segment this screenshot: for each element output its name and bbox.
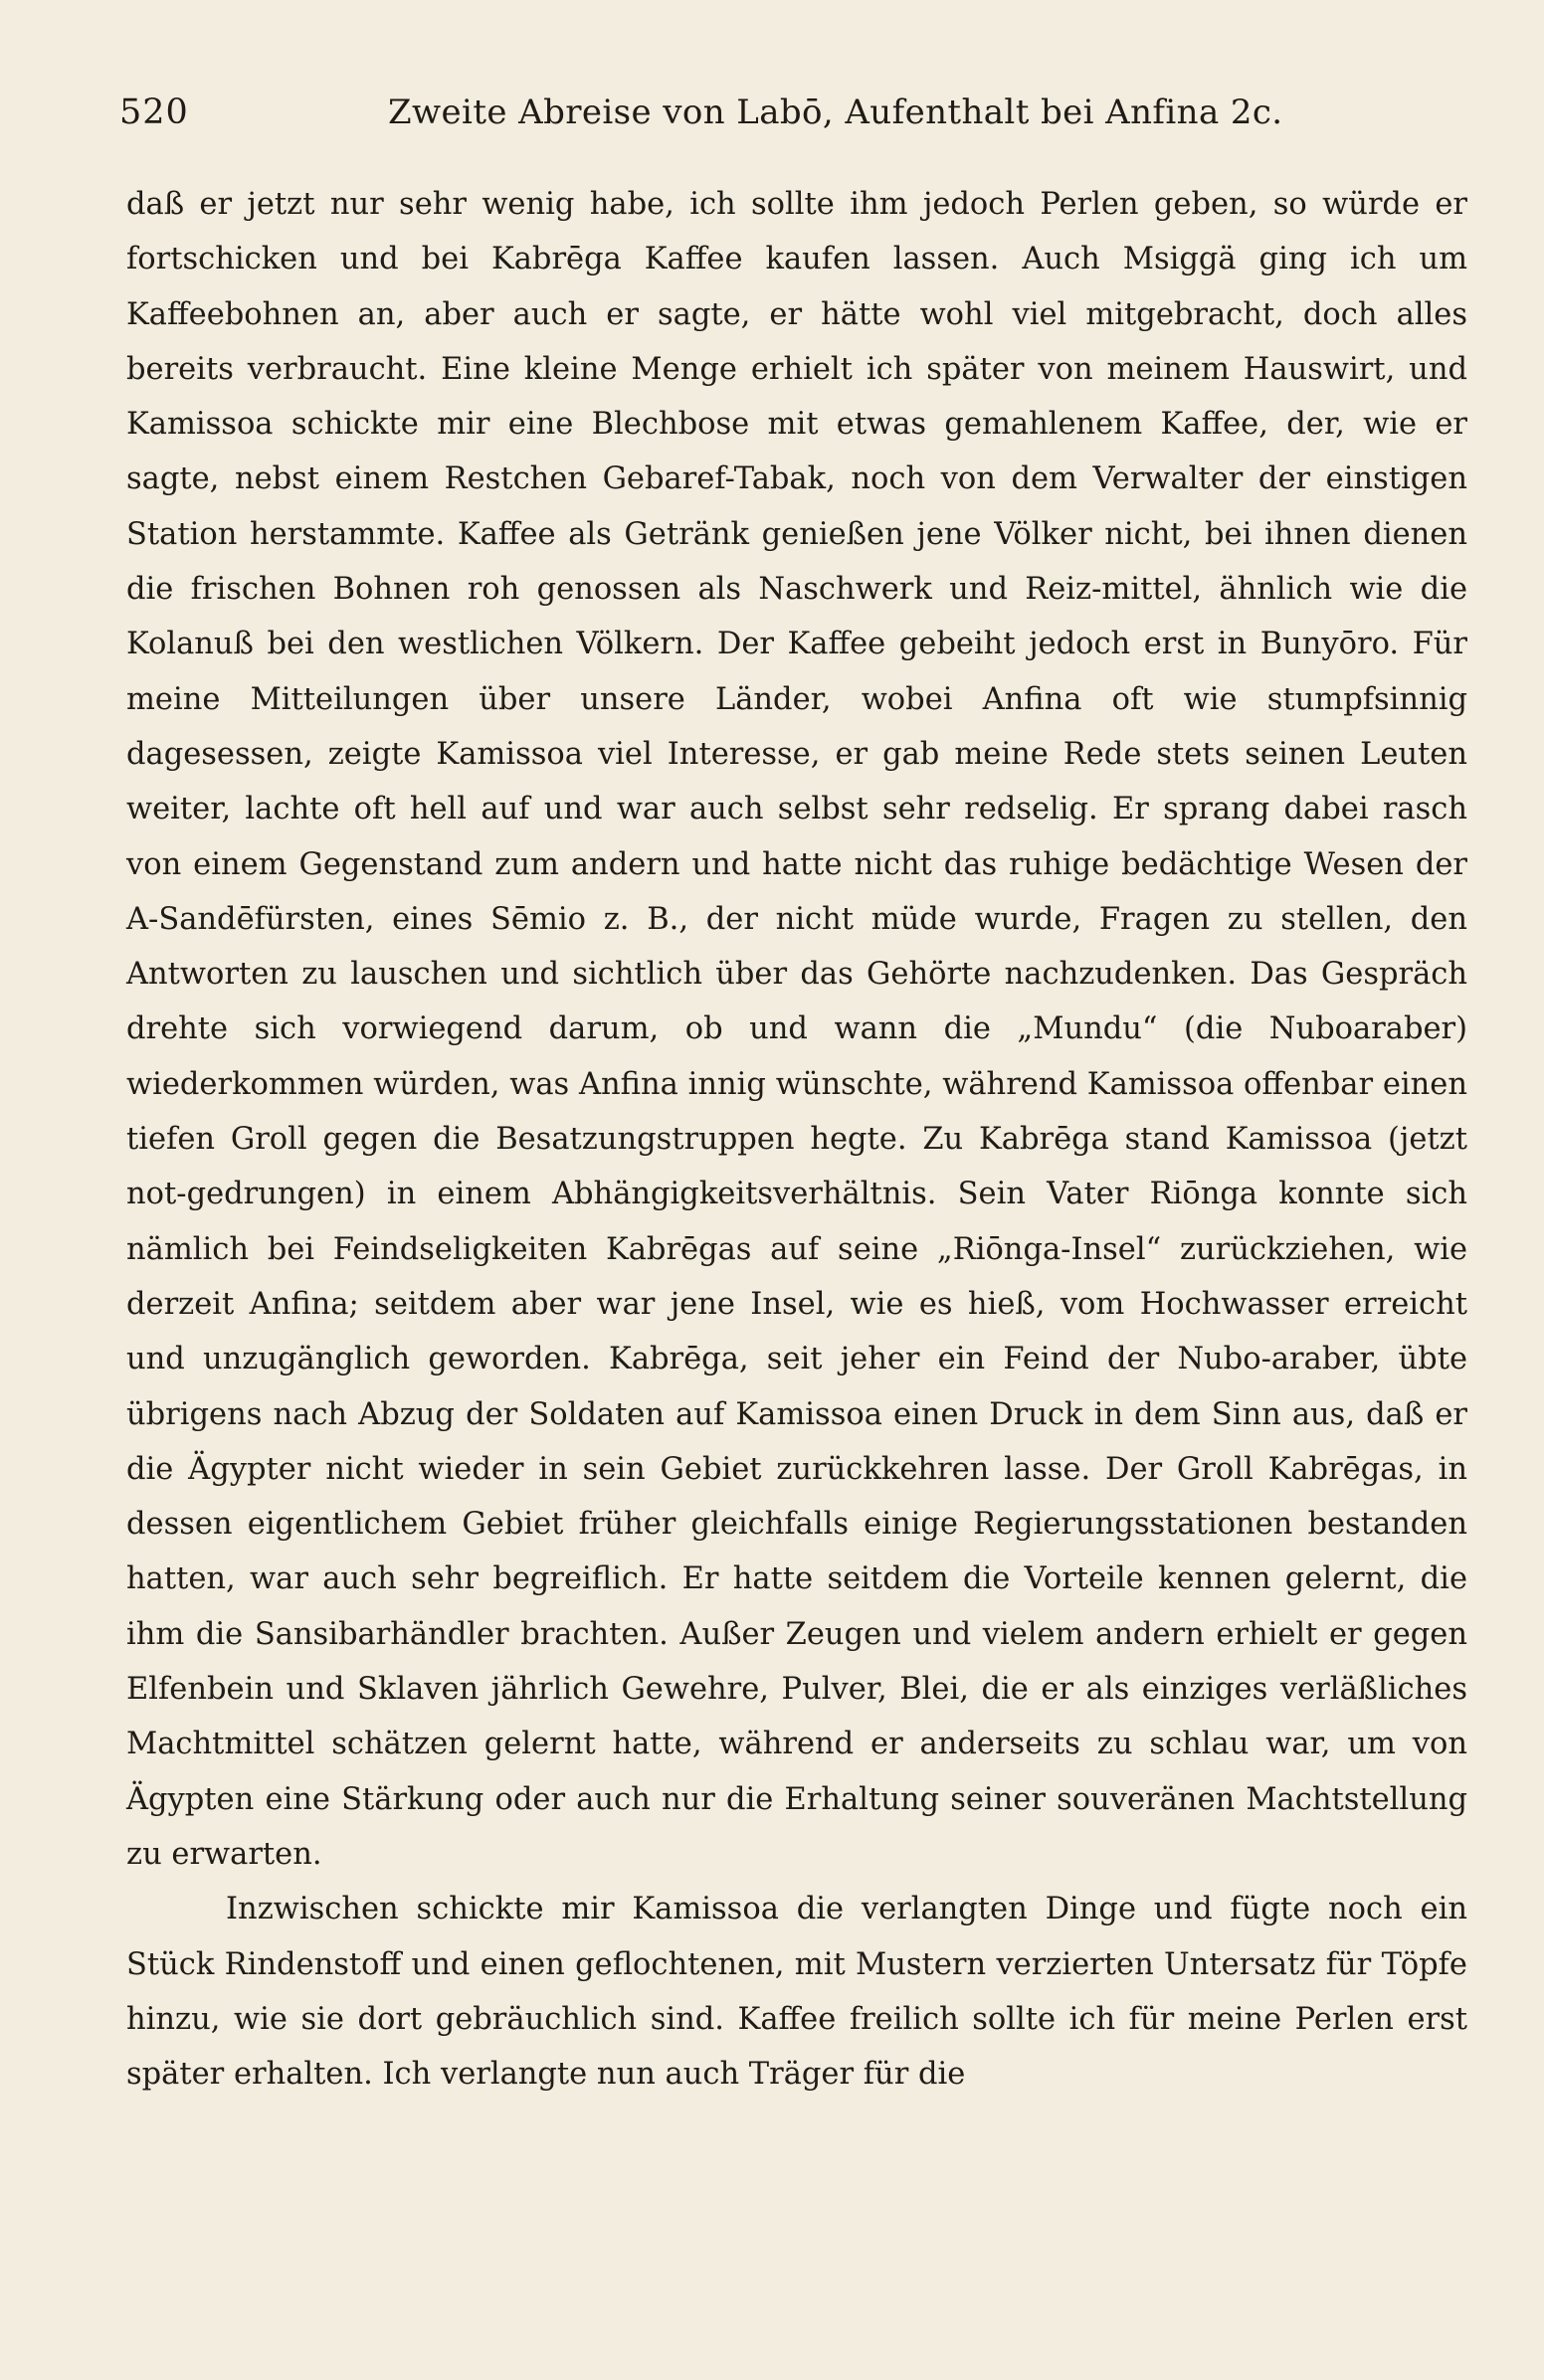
paragraph-2: Inzwischen schickte mir Kamissoa die verlangten Dinge und fügte noch ein Stück Rindenstoff und einen geflochtenen, mit Mustern verzierten Untersatz für Töpfe hinzu, wie sie dort gebräuchlich sind. Kaffee freilich sollte ich für meine Perlen erst später erhalten. Ich verlangte nun auch Träger für die (126, 1892, 1467, 2093)
paragraph-1: daß er jetzt nur sehr wenig habe, ich sollte ihm jedoch Perlen geben, so würde er fortschicken und bei Kabrēga Kaffee kaufen lassen. Auch Msiggä ging ich um Kaffeebohnen an, aber auch er sagte, er hätte wohl viel mitgebracht, doch alles bereits verbraucht. Eine kleine Menge erhielt ich später von meinem Hauswirt, und Kamissoa schickte mir eine Blechbose mit etwas gemahlenem Kaffee, der, wie er sagte, nebst einem Restchen Gebaref-Tabak, noch von dem Verwalter der einstigen Station herstammte. Kaffee als Getränk genießen jene Völker nicht, bei ihnen dienen die frischen Bohnen roh genossen als Naschwerk und Reiz-mittel, ähnlich wie die Kolanuß bei den westlichen Völkern. Der Kaffee gebeiht jedoch erst in Bunyōro. Für meine Mitteilungen über unsere Länder, wobei Anfina oft wie stumpfsinnig dagesessen, zeigte Kamissoa viel Interesse, er gab meine Rede stets seinen Leuten weiter, lachte oft hell auf und war auch selbst sehr redselig. Er sprang dabei rasch von einem Gegenstand zum andern und hatte nicht das ruhige bedächtige Wesen der A-Sandēfürsten, eines Sēmio z. B., der nicht müde wurde, Fragen zu stellen, den Antworten zu lauschen und sichtlich über das Gehörte nachzudenken. Das Gespräch drehte sich vorwiegend darum, ob und wann die „Mundu“ (die Nuboaraber) wiederkommen würden, was Anfina innig wünschte, während Kamissoa offenbar einen tiefen Groll gegen die Besatzungstruppen hegte. Zu Kabrēga stand Kamissoa (jetzt not-gedrungen) in einem Abhängigkeitsverhältnis. Sein Vater Riōnga konnte sich nämlich bei Feindseligkeiten Kabrēgas auf seine „Riōnga-Insel“ zurückziehen, wie derzeit Anfina; seitdem aber war jene Insel, wie es hieß, vom Hochwasser erreicht und unzugänglich geworden. Kabrēga, seit jeher ein Feind der Nubo-araber, übte übrigens nach Abzug der Soldaten auf Kamissoa einen Druck in dem Sinn aus, daß er die Ägypter nicht wieder in sein Gebiet zurückkehren lasse. Der Groll Kabrēgas, in dessen eigentlichem Gebiet früher gleichfalls einige Regierungsstationen bestanden hatten, war auch sehr begreiflich. Er hatte seitdem die Vorteile kennen gelernt, die ihm die Sansibarhändler brachten. Außer Zeugen und vielem andern erhielt er gegen Elfenbein und Sklaven jährlich Gewehre, Pulver, Blei, die er als einziges verläßliches Machtmittel schätzen gelernt hatte, während er anderseits zu schlau war, um von Ägypten eine Stärkung oder auch nur die Erhaltung seiner souveränen Machtstellung zu erwarten. (126, 187, 1467, 1872)
page-number: 520 (119, 92, 189, 132)
running-head (119, 88, 1464, 137)
body-text (126, 177, 1467, 2102)
running-title: Zweite Abreise von Labō, Aufenthalt bei Anfina 2c. (388, 92, 1283, 132)
